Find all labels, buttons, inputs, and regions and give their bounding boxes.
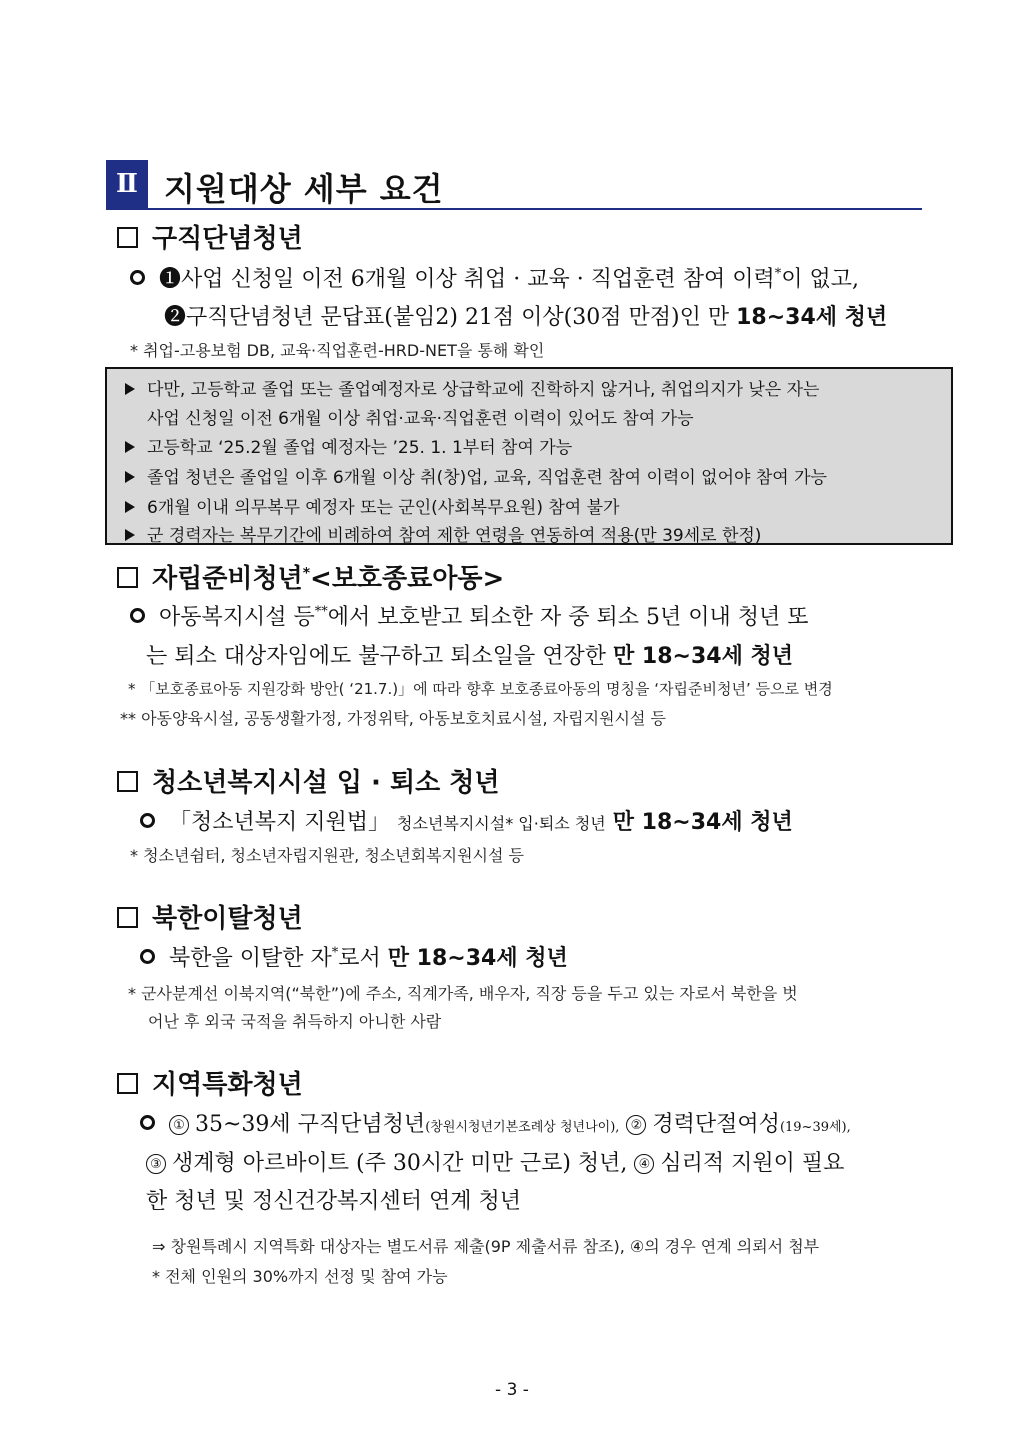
s2-note-1: * 「보호종료아동 지원강화 방안( ‘21.7.)」에 따라 향후 보호종료아동의 명칭을 ‘자립준비청년’ 등으로 변경	[128, 680, 833, 698]
s3-note: * 청소년쉼터, 청소년자립지원관, 청소년회복지원시설 등	[130, 846, 525, 865]
s3-line-1	[140, 805, 793, 836]
text: 생계형 아르바이트 (주 30시간 미만 근로) 청년,	[172, 1151, 628, 1176]
s2-line-2	[146, 639, 793, 670]
text: 사업 신청일 이전 6개월 이상 취업 · 교육 · 직업훈련 참여 이력	[181, 267, 775, 292]
text: 6개월 이내 의무복무 예정자 또는 군인(사회복무요원) 참여 불가	[147, 498, 620, 518]
footnote-mark: *	[331, 945, 339, 961]
s1-line-2	[164, 300, 887, 331]
small-text: (19~39세),	[779, 1120, 851, 1135]
s1-line-1	[130, 262, 859, 293]
heading-text: 지역특화청년	[152, 1070, 303, 1100]
text: 구직단념청년 문답표(붙임2) 21점 이상(30점 만점)인 만	[186, 305, 737, 330]
text: 졸업 청년은 졸업일 이후 6개월 이상 취(창)업, 교육, 직업훈련 참여 이력이 없어야 참여 가능	[147, 468, 827, 488]
heading-text: 북한이탈청년	[152, 904, 303, 934]
text: 심리적 지원이 필요	[660, 1151, 845, 1176]
text: 군 경력자는 복무기간에 비례하여 참여 제한 연령을 연동하여 적용(만 39세로 한정)	[147, 526, 762, 546]
header-underline	[106, 208, 922, 210]
small-text: (창원시청년기본조례상 청년나이),	[425, 1120, 620, 1135]
s5-line-1	[140, 1107, 851, 1138]
page-number: - 3 -	[495, 1380, 529, 1400]
filled-number-1: ❶	[159, 267, 182, 292]
box-line-1b: 사업 신청일 이전 6개월 이상 취업·교육·직업훈련 이력이 있어도 참여 가능	[147, 409, 694, 429]
s5-note-1: ⇒ 창원특례시 지역특화 대상자는 별도서류 제출(9P 제출서류 참조), ④의 경우 연계 의뢰서 첨부	[152, 1237, 820, 1256]
heading-text-sub: <보호종료아동>	[310, 564, 505, 594]
text: 로서	[338, 946, 388, 971]
s5-line-3: 한 청년 및 정신건강복지센터 연계 청년	[146, 1189, 521, 1214]
checkbox-square-icon	[117, 567, 138, 588]
checkbox-square-icon	[117, 907, 138, 928]
triangle-bullet-icon	[125, 529, 135, 541]
section-heading-4	[117, 898, 303, 935]
text: 경력단절여성	[652, 1112, 780, 1137]
filled-number-2: ❷	[164, 305, 187, 330]
s5-line-2	[146, 1146, 844, 1177]
triangle-bullet-icon	[125, 471, 135, 483]
s4-line-1	[140, 941, 568, 972]
section-heading-3	[117, 762, 499, 799]
circle-bullet-icon	[140, 949, 155, 964]
text: 아동복지시설 등	[159, 605, 315, 630]
box-line-3	[125, 463, 827, 488]
box-line-1	[125, 375, 819, 400]
text: 35~39세 구직단념청년	[195, 1112, 426, 1137]
text: 는 퇴소 대상자임에도 불구하고 퇴소일을 연장한	[146, 644, 614, 669]
triangle-bullet-icon	[125, 501, 135, 513]
triangle-bullet-icon	[125, 383, 135, 395]
bold-text: 18~34세 청년	[736, 305, 888, 330]
section-heading-2	[117, 558, 504, 595]
box-line-4	[125, 493, 619, 518]
exception-box	[105, 367, 953, 545]
s1-note: * 취업-고용보험 DB, 교육·직업훈련-HRD-NET을 통해 확인	[130, 341, 545, 360]
circle-bullet-icon	[130, 270, 145, 285]
circled-number-1: ①	[169, 1115, 189, 1135]
text: 고등학교 ‘25.2월 졸업 예정자는 ’25. 1. 1부터 참여 가능	[147, 438, 573, 458]
checkbox-square-icon	[117, 227, 138, 248]
heading-text: 자립준비청년	[152, 564, 303, 594]
footnote-mark: *	[774, 266, 782, 282]
text: 에서 보호받고 퇴소한 자 중 퇴소 5년 이내 청년 또	[327, 605, 809, 630]
circle-bullet-icon	[140, 1115, 155, 1130]
checkbox-square-icon	[117, 1073, 138, 1094]
text: 북한을 이탈한 자	[169, 946, 332, 971]
circled-number-3: ③	[146, 1154, 166, 1174]
bold-text: 만 18~34세 청년	[612, 810, 793, 835]
circled-number-2: ②	[626, 1115, 646, 1135]
footnote-mark: **	[314, 604, 328, 620]
circled-number-4: ④	[634, 1154, 654, 1174]
text: 다만, 고등학교 졸업 또는 졸업예정자로 상급학교에 진학하지 않거나, 취업의지가 낮은 자는	[147, 380, 820, 400]
small-text: 청소년복지시설* 입·퇴소 청년	[397, 814, 606, 833]
s2-note-2: ** 아동양육시설, 공동생활가정, 가정위탁, 아동보호치료시설, 자립지원시설 등	[120, 709, 666, 728]
heading-text: 구직단념청년	[152, 224, 303, 254]
box-line-2	[125, 433, 572, 458]
text: 「청소년복지 지원법」	[169, 810, 391, 835]
footnote-mark: *	[302, 565, 311, 582]
s4-note-1: * 군사분계선 이북지역(“북한”)에 주소, 직계가족, 배우자, 직장 등을 두고 있는 자로서 북한을 벗	[128, 984, 798, 1003]
checkbox-square-icon	[117, 771, 138, 792]
section-heading-1	[117, 218, 303, 255]
text: 이 없고,	[781, 267, 859, 292]
box-line-5	[125, 521, 761, 546]
circle-bullet-icon	[130, 608, 145, 623]
s4-note-2: 어난 후 외국 국적을 취득하지 아니한 사람	[148, 1012, 442, 1031]
s2-line-1	[130, 600, 809, 631]
section-numeral-badge: Ⅱ	[106, 160, 148, 208]
bold-text: 만 18~34세 청년	[387, 946, 568, 971]
section-title: 지원대상 세부 요건	[164, 170, 444, 208]
circle-bullet-icon	[140, 813, 155, 828]
heading-text: 청소년복지시설 입 · 퇴소 청년	[152, 768, 500, 798]
s5-note-2: * 전체 인원의 30%까지 선정 및 참여 가능	[152, 1267, 448, 1286]
section-heading-5	[117, 1064, 303, 1101]
bold-text: 만 18~34세 청년	[613, 644, 794, 669]
triangle-bullet-icon	[125, 441, 135, 453]
